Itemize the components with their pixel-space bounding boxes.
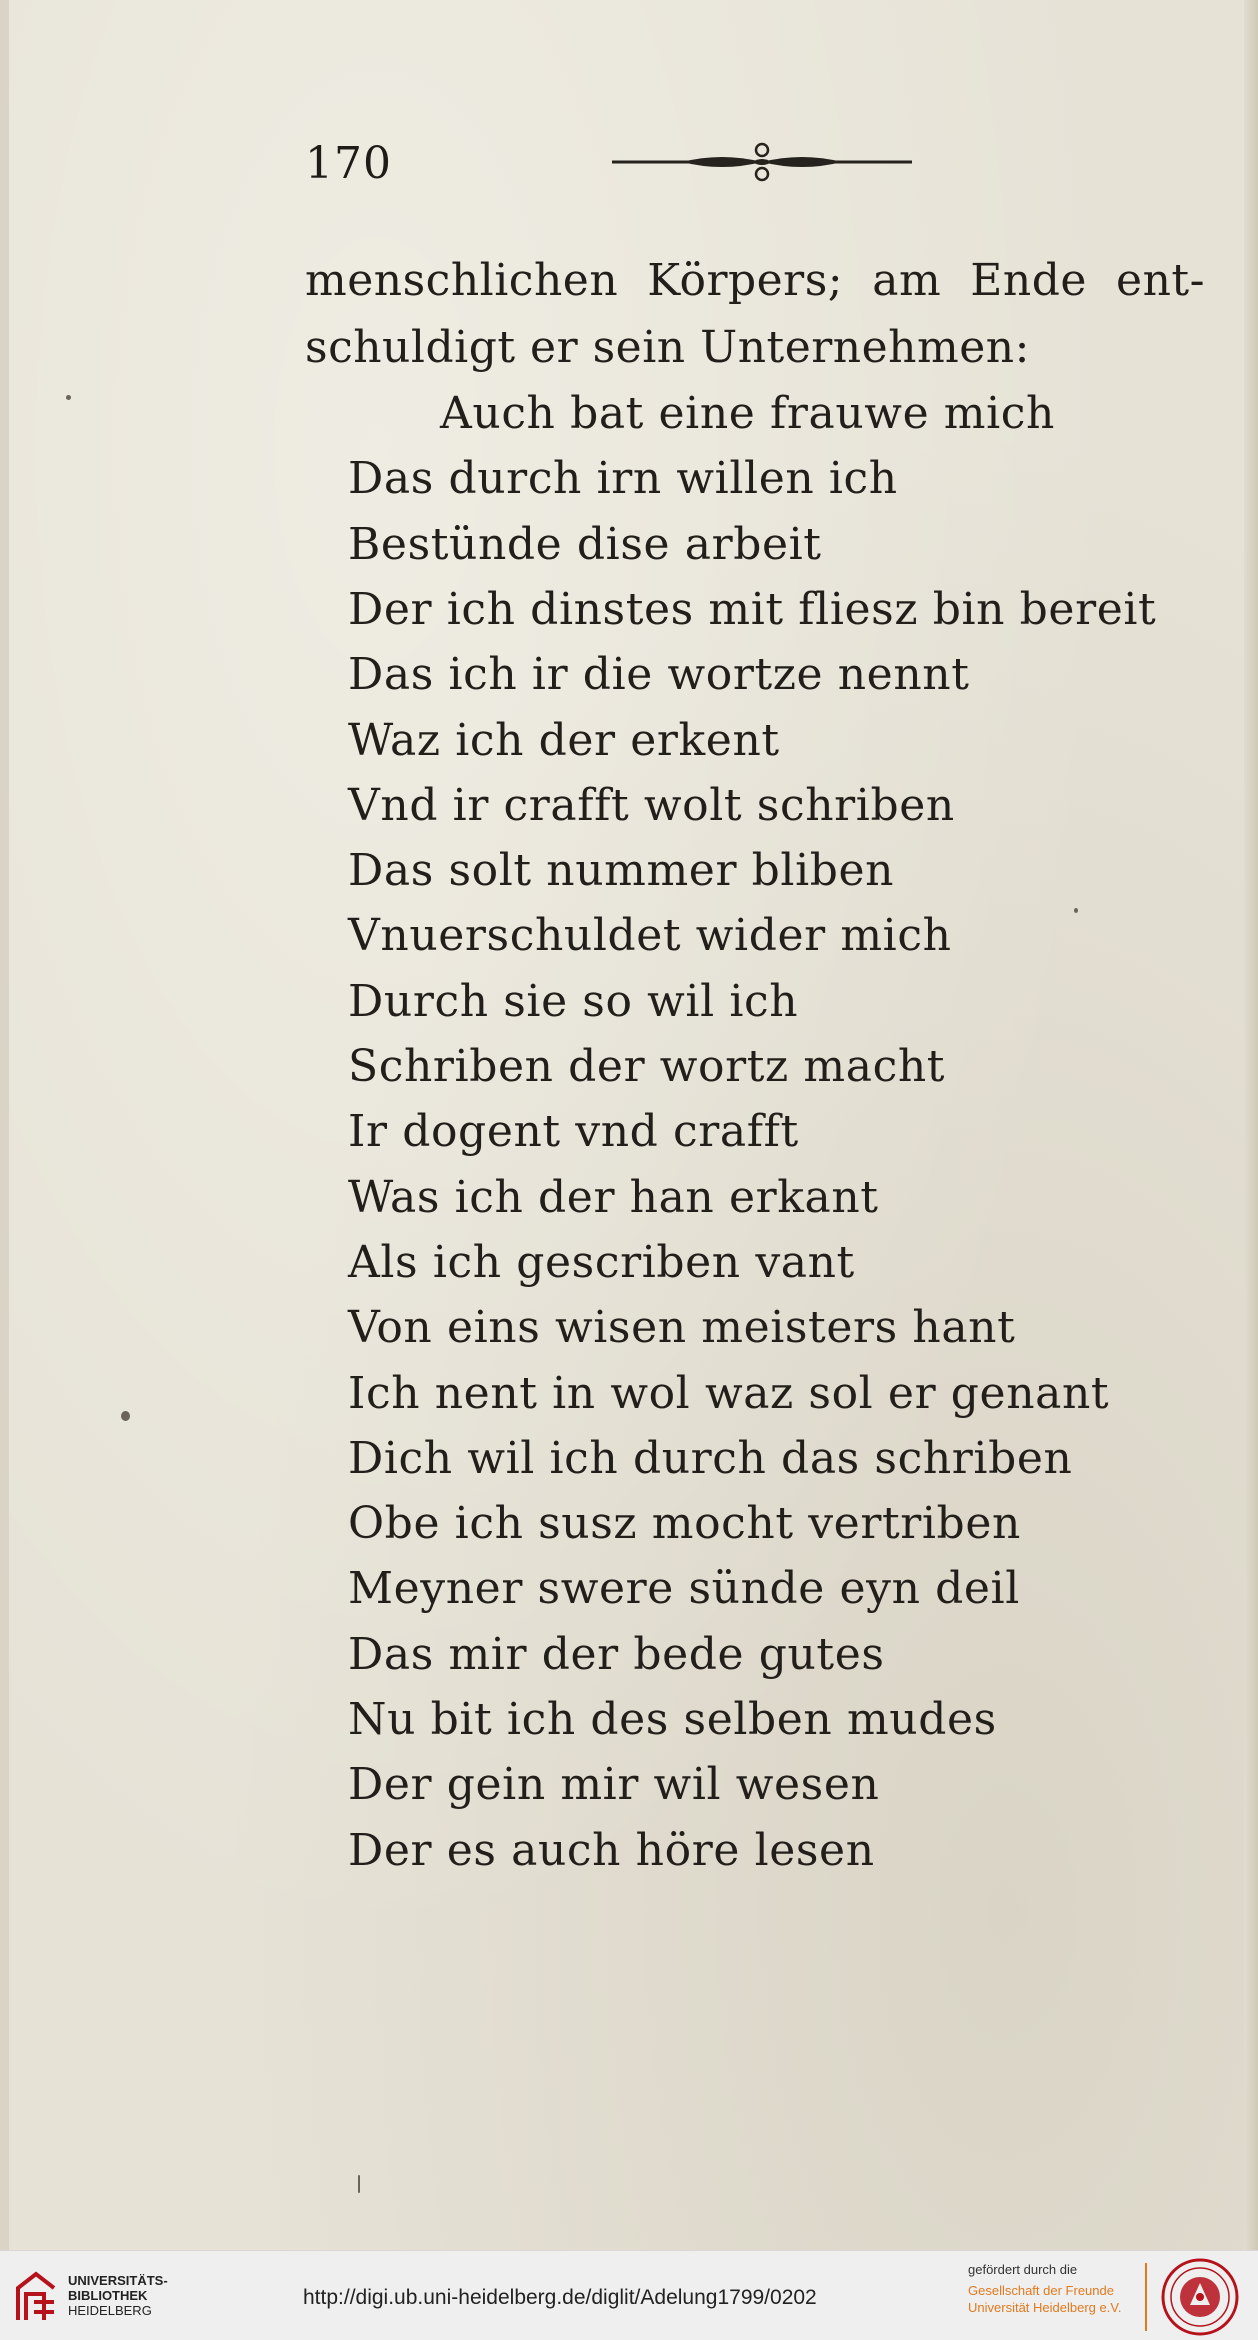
verse-line: Schriben der wortz macht [348,1041,946,1092]
verse-line: Dich wil ich durch das schriben [348,1433,1073,1484]
prose-word: ent- [1116,255,1205,306]
library-name-line: BIBLIOTHEK [68,2288,148,2303]
page-number: 170 [305,138,392,189]
verse-line: Das mir der bede gutes [348,1629,885,1680]
verse-line: Das ich ir die wortze nennt [348,649,970,700]
prose-word: Körpers; [647,255,844,306]
page-edge-left [0,0,9,2250]
verse-line: Das durch irn willen ich [348,453,898,504]
ink-speck [66,395,71,400]
verse-line: Der gein mir wil wesen [348,1759,880,1810]
library-name-line: HEIDELBERG [68,2303,152,2318]
prose-word: menschlichen [305,255,619,306]
verse-line: Durch sie so wil ich [348,976,799,1027]
verse-line: Das solt nummer bliben [348,845,895,896]
library-name-line: UNIVERSITÄTS- [68,2273,168,2288]
footer-bar [0,2250,1258,2340]
ink-speck [358,2175,360,2193]
sponsor-lead: gefördert durch die [968,2262,1078,2277]
verse-line: Als ich gescriben vant [348,1237,855,1288]
ornament-rule [612,140,912,184]
verse-line: Vnd ir crafft wolt schriben [348,780,955,831]
sponsor-org-line: Gesellschaft der Freunde [968,2283,1114,2298]
verse-line: Nu bit ich des selben mudes [348,1694,997,1745]
ink-speck [1074,908,1078,913]
ub-heidelberg-logo [14,2270,60,2324]
prose-word: am [872,255,942,306]
prose-line-2: schuldigt er sein Unternehmen: [305,322,1030,373]
ink-speck [121,1411,130,1421]
sponsor-org-line: Universität Heidelberg e.V. [968,2300,1122,2315]
verse-line: Der es auch höre lesen [348,1825,875,1876]
page-edge-right [1244,0,1258,2250]
library-name [68,2273,168,2318]
verse-line: Ich nent in wol waz sol er genant [348,1368,1110,1419]
verse-line: Ir dogent vnd crafft [348,1106,799,1157]
verse-line: Vnuerschuldet wider mich [348,910,952,961]
prose-word: Ende [970,255,1087,306]
sponsor-credit [968,2261,1121,2316]
verse-line: Bestünde dise arbeit [348,519,822,570]
prose-line-1 [305,255,1205,306]
verse-line: Meyner swere sünde eyn deil [348,1563,1020,1614]
verse-line: Von eins wisen meisters hant [348,1302,1016,1353]
verse-line: Auch bat eine frauwe mich [440,388,1055,439]
sponsor-separator [1145,2263,1147,2331]
verse-line: Obe ich susz mocht vertriben [348,1498,1021,1549]
permalink-url[interactable]: http://digi.ub.uni-heidelberg.de/diglit/Adelung1799/0202 [303,2286,817,2309]
verse-line: Waz ich der erkent [348,715,780,766]
university-seal-icon [1160,2257,1240,2337]
verse-line: Der ich dinstes mit fliesz bin bereit [348,584,1157,635]
verse-line: Was ich der han erkant [348,1172,879,1223]
